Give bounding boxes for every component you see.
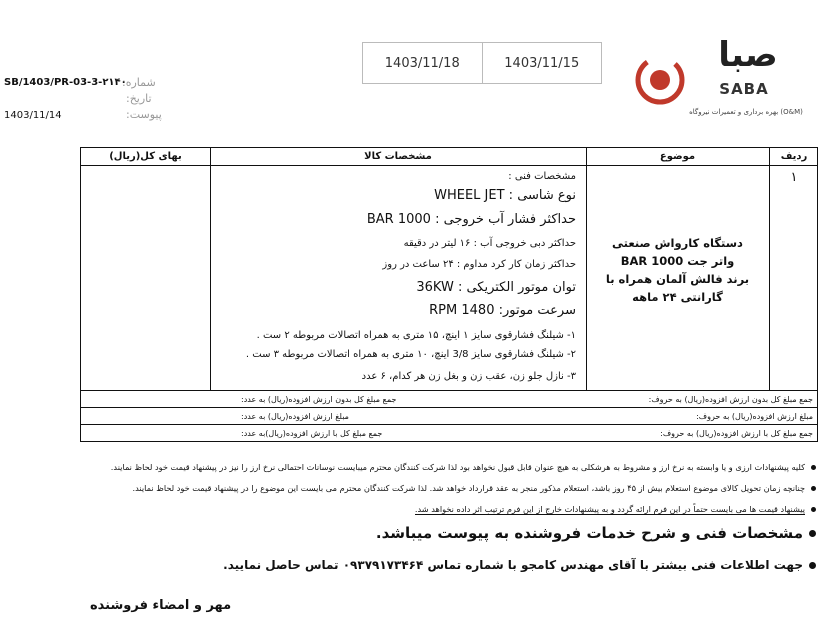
row-number: ۱ <box>790 170 798 185</box>
spec-line: مشخصات فنی : <box>508 171 576 182</box>
date-box-2: 1403/11/15 <box>482 43 602 83</box>
date-value: 1403/11/14 <box>4 110 62 121</box>
spec-line: سرعت موتور: 1480 RPM <box>429 303 576 318</box>
attach-label: پیوست: <box>126 108 162 121</box>
date-label: تاریخ: <box>126 92 152 105</box>
note-3-text: پیشنهاد قیمت ها می بایست حتماً در این فرم ارائه گردد و به پیشنهادات خارج از این فرم ترتیب اثر داده نخواهد شد. <box>414 504 805 514</box>
subject-line-1: دستگاه کارواش صنعتی <box>612 236 743 250</box>
date-boxes <box>362 42 602 84</box>
spec-line: ۳- نازل جلو زن، عقب زن و بغل زن هر کدام، ۶ عدد <box>361 371 576 382</box>
note-3 <box>415 504 816 515</box>
summary-row-3 <box>80 425 818 442</box>
sum3-left: جمع مبلغ کل با ارزش افزوده(ریال)به عدد: <box>241 428 383 438</box>
specs-attached-text: مشخصات فنی و شرح خدمات فروشنده به پیوست میباشد. <box>375 524 803 542</box>
note-2 <box>133 483 816 493</box>
subject-line-3: برند فالش آلمان همراه با <box>605 272 750 286</box>
bullet-icon <box>811 465 816 470</box>
bullet-icon <box>809 562 816 569</box>
spec-line: ۱- شیلنگ فشارقوی سایز ۱ اینچ، ۱۵ متری به همراه اتصالات مربوطه ۲ ست . <box>256 330 576 341</box>
number-label: شماره: <box>122 76 156 89</box>
seller-signature-label: مهر و امضاء فروشنده <box>90 598 232 613</box>
note-2-text: چنانچه زمان تحویل کالای موضوع استعلام بیش از ۴۵ روز باشد، استعلام مذکور منجر به عقد قرارداد خواهد شد. لذا شرکت کنندگان محترم می بایست این موضوع را در پیشنهاد قیمت خود لحاظ نمایند. <box>132 483 805 493</box>
date-box-1: 1403/11/18 <box>384 55 460 71</box>
spec-line: توان موتور الکتریکی : 36KW <box>416 280 576 295</box>
note-1 <box>111 462 816 472</box>
contact-text: جهت اطلاعات فنی بیشتر با آقای مهندس کامجو با شماره تماس ۰۹۳۷۹۱۷۳۴۶۴ تماس حاصل نمایید. <box>223 558 803 572</box>
sum3-right: جمع مبلغ کل با ارزش افزوده(ریال) به حروف: <box>660 428 813 438</box>
sum1-left: جمع مبلغ کل بدون ارزش افزوده(ریال) به عدد: <box>241 394 397 404</box>
bullet-icon <box>809 530 816 537</box>
spec-line: حداکثر دبی خروجی آب : ۱۶ لیتر در دقیقه <box>403 238 576 249</box>
bullet-icon <box>811 486 816 491</box>
summary-row-2 <box>80 408 818 425</box>
logo-sub-text: بهره برداری و تعمیرات نیروگاه (O&M) <box>689 108 803 116</box>
subject-line-4: گارانتی ۲۴ ماهه <box>632 290 723 304</box>
sum2-left: مبلغ ارزش افزوده(ریال) به عدد: <box>241 411 349 421</box>
saba-logo <box>628 22 818 122</box>
note-1-text: کلیه پیشنهادات ارزی و یا وابسته به نرخ ارز و مشروط به هرشکلی به هیچ عنوان قابل قبول نخواهد بود لذا شرکت کنندگان محترم میبایست نوسانات احتمالی نرخ ارز را نیز در پیشنهاد قیمت خود لحاظ نمایند. <box>110 462 805 472</box>
specs-attached-line <box>376 524 816 542</box>
spec-line: ۲- شیلنگ فشارقوی سایز 3/8 اینچ، ۱۰ متری به همراه اتصالات مربوطه ۳ ست . <box>245 349 576 360</box>
header-subject: موضوع <box>659 151 696 162</box>
contact-line <box>223 558 816 572</box>
header-specs: مشخصات کالا <box>364 151 432 162</box>
spec-line: نوع شاسی : WHEEL JET <box>434 188 576 203</box>
logo-en-text: SABA <box>719 80 769 98</box>
header-row-num: ردیف <box>780 151 808 162</box>
specs-cell <box>210 148 576 392</box>
sum2-right: مبلغ ارزش افزوده(ریال) به حروف: <box>696 411 813 421</box>
logo-fa-text: صبا <box>718 35 778 75</box>
number-value: SB/1403/PR-03-3-۲۱۴۰ <box>4 77 127 88</box>
items-table <box>80 147 818 391</box>
subject-line-2: واتر جت 1000 BAR <box>620 254 735 268</box>
spec-line: حداکثر زمان کار کرد مداوم : ۲۴ ساعت در روز <box>382 259 576 270</box>
summary-row-1 <box>80 391 818 408</box>
bullet-icon <box>811 507 816 512</box>
header-price: بهای کل(ریال) <box>109 151 182 162</box>
spec-line: حداکثر فشار آب خروجی : 1000 BAR <box>366 212 576 227</box>
subject-cell <box>586 234 769 306</box>
sum1-right: جمع مبلغ کل بدون ارزش افزوده(ریال) به حروف: <box>648 394 813 404</box>
